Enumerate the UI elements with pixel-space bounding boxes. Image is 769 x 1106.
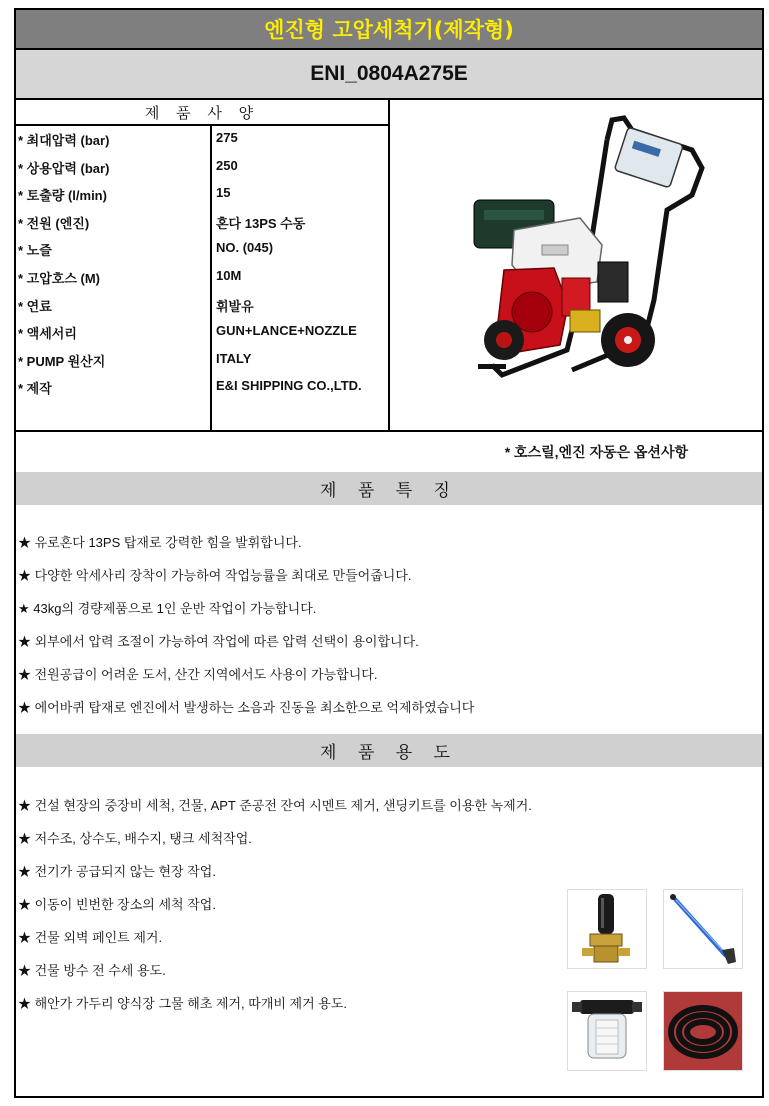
use-item: ★ 저수조, 상수도, 배수지, 탱크 세척작업.	[18, 831, 252, 846]
use-item: ★ 건설 현장의 중장비 세척, 건물, APT 준공전 잔여 시멘트 제거, 샌딩키트를 이용한 녹제거.	[18, 798, 532, 813]
spec-section	[16, 100, 762, 432]
spec-label: * 최대압력 (bar)	[18, 133, 110, 148]
spec-label: * 노즐	[18, 243, 52, 259]
option-note-text: * 호스릴,엔진 자동은 옵션사항	[504, 444, 688, 460]
hose-image	[663, 991, 743, 1071]
spec-row	[16, 292, 388, 320]
uses-header: 제 품 용 도	[16, 734, 762, 767]
spec-header: 제 품 사 양	[16, 100, 390, 126]
feature-item: ★ 다양한 악세사리 장착이 가능하여 작업능률을 최대로 만들어줍니다.	[18, 568, 412, 583]
pressure-washer-image	[392, 100, 762, 430]
spec-row	[16, 374, 388, 402]
spec-label: * 연료	[18, 298, 52, 314]
page-title: 엔진형 고압세척기(제작형)	[16, 10, 762, 50]
unloader-valve-image	[567, 889, 647, 969]
feature-item: ★ 전원공급이 어려운 도서, 산간 지역에서도 사용이 가능합니다.	[18, 667, 378, 682]
spec-row	[16, 319, 388, 347]
features-header: 제 품 특 징	[16, 472, 762, 505]
spec-label: * 제작	[18, 381, 52, 397]
use-item: ★ 해안가 가두리 양식장 그물 해초 제거, 따개비 제거 용도.	[18, 996, 348, 1011]
spec-label: * 액세서리	[18, 326, 77, 342]
spec-label: * 상용압력 (bar)	[18, 160, 110, 176]
spec-label: * PUMP 원산지	[18, 353, 106, 369]
spec-row	[16, 264, 388, 292]
use-item: ★ 전기가 공급되지 않는 현장 작업.	[18, 864, 216, 879]
spec-value: E&I SHIPPING CO.,LTD.	[216, 378, 362, 394]
spec-row	[16, 236, 388, 264]
spec-row	[16, 181, 388, 209]
spec-row	[16, 347, 388, 375]
lance-image	[663, 889, 743, 969]
spec-value: NO. (045)	[216, 240, 274, 256]
feature-item: ★ 에어바퀴 탑재로 엔진에서 발생하는 소음과 진동을 최소한으로 억제하였습니다	[18, 700, 475, 715]
spec-value: 혼다 13PS 수동	[216, 215, 306, 231]
feature-item: ★ 외부에서 압력 조절이 가능하여 작업에 따른 압력 선택이 용이합니다.	[18, 634, 419, 649]
spec-label: * 고압호스 (M)	[18, 271, 101, 286]
option-note	[16, 432, 762, 472]
spec-label: * 전원 (엔진)	[18, 215, 90, 231]
model-number: ENI_0804A275E	[16, 50, 762, 100]
use-item: ★ 건물 외벽 페인트 제거.	[18, 930, 163, 945]
spec-row	[16, 154, 388, 182]
spec-value: 휘발유	[216, 298, 254, 314]
spec-row	[16, 126, 388, 154]
water-filter-image	[567, 991, 647, 1071]
product-photo	[392, 100, 762, 430]
product-sheet	[14, 8, 764, 1098]
spec-table	[16, 126, 390, 432]
spec-value: 275	[216, 130, 238, 145]
feature-item: ★ 43kg의 경량제품으로 1인 운반 작업이 가능합니다.	[18, 601, 317, 616]
spec-value: ITALY	[216, 350, 252, 366]
spec-value: GUN+LANCE+NOZZLE	[216, 323, 357, 339]
spec-value: 250	[216, 157, 238, 173]
use-item: ★ 건물 방수 전 수세 용도.	[18, 963, 166, 978]
use-item: ★ 이동이 빈번한 장소의 세척 작업.	[18, 897, 216, 912]
spec-row	[16, 209, 388, 237]
spec-value: 15	[216, 185, 231, 201]
feature-item: ★ 유로혼다 13PS 탑재로 강력한 힘을 발휘합니다.	[18, 535, 302, 550]
spec-value: 10M	[216, 268, 242, 283]
spec-label: * 토출량 (l/min)	[18, 188, 107, 204]
